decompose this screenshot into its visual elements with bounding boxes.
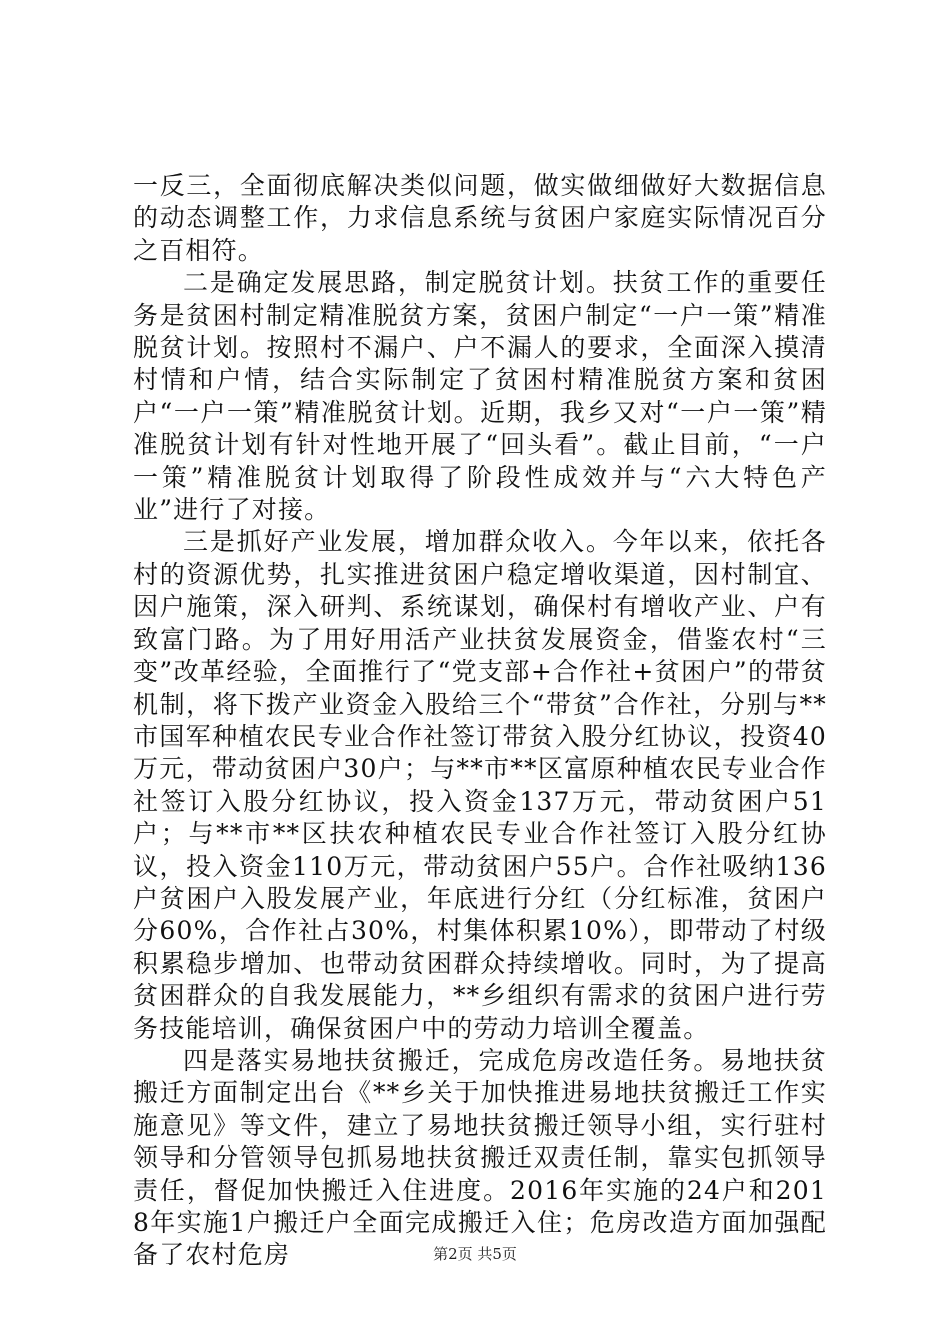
paragraph-development-plan: 二是确定发展思路，制定脱贫计划。扶贫工作的重要任务是贫困村制定精准脱贫方案，贫困户制定“一户一策”精准脱贫计划。按照村不漏户、户不漏人的要求，全面深入摸清村情和户情，结合实际制定了贫困村精准脱贫方案和贫困户“一户一策”精准脱贫计划。近期，我乡又对“一户一策”精准脱贫计划有针对性地开展了“回头看”。截止目前，“一户一策”精准脱贫计划取得了阶段性成效并与“六大特色产业”进行了对接。	[133, 268, 827, 525]
document-body	[133, 170, 827, 1272]
page-total: 共5页	[477, 1245, 517, 1263]
page-number: 第2页	[433, 1245, 473, 1263]
paragraph-relocation: 四是落实易地扶贫搬迁，完成危房改造任务。易地扶贫搬迁方面制定出台《**乡关于加快推进易地扶贫搬迁工作实施意见》等文件，建立了易地扶贫搬迁领导小组，实行驻村领导和分管领导包抓易地扶贫搬迁双责任制，靠实包抓领导责任，督促加快搬迁入住进度。2016年实施的24户和2018年实施1户搬迁户全面完成搬迁入住；危房改造方面加强配备了农村危房	[133, 1045, 827, 1270]
page-footer	[0, 1244, 950, 1264]
paragraph-industry-development: 三是抓好产业发展，增加群众收入。今年以来，依托各村的资源优势，扎实推进贫困户稳定增收渠道，因村制宜、因户施策，深入研判、系统谋划，确保村有增收产业、户有致富门路。为了用好用活产业扶贫发展资金，借鉴农村“三变”改革经验，全面推行了“党支部+合作社+贫困户”的带贫机制，将下拨产业资金入股给三个“带贫”合作社，分别与**市国军种植农民专业合作社签订带贫入股分红协议，投资40万元，带动贫困户30户；与**市**区富原种植农民专业合作社签订入股分红协议，投入资金137万元，带动贫困户51户；与**市**区扶农种植农民专业合作社签订入股分红协议，投入资金110万元，带动贫困户55户。合作社吸纳136户贫困户入股发展产业，年底进行分红（分红标准，贫困户分60%，合作社占30%，村集体积累10%），即带动了村级积累稳步增加、也带动贫困群众持续增收。同时，为了提高贫困群众的自我发展能力，**乡组织有需求的贫困户进行劳务技能培训，确保贫困户中的劳动力培训全覆盖。	[133, 527, 827, 1043]
paragraph-continuation: 一反三，全面彻底解决类似问题，做实做细做好大数据信息的动态调整工作，力求信息系统与贫困户家庭实际情况百分之百相符。	[133, 171, 827, 265]
